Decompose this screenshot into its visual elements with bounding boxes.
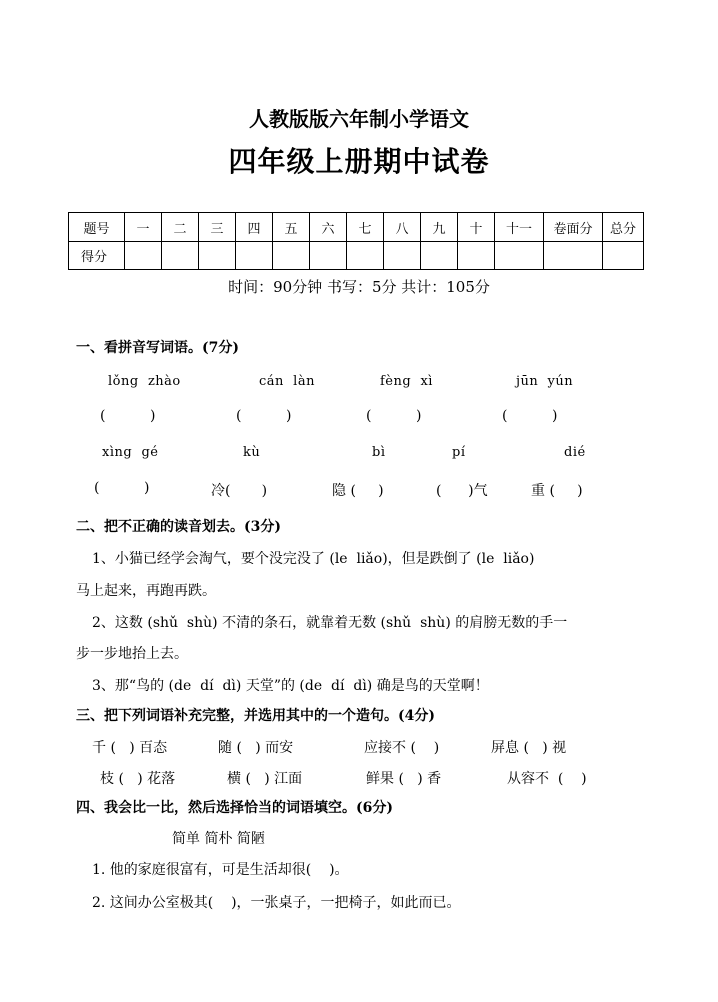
exam-meta: 时间：90分钟 书写：5分 共计：105分: [228, 278, 490, 296]
score-input-cell[interactable]: [310, 242, 347, 270]
cell-q2: 二: [162, 213, 199, 242]
answer-blank[interactable]: ( ): [366, 408, 422, 424]
word-choices: 简单 简朴 简陋: [172, 831, 265, 847]
pinyin-item: kù: [243, 445, 261, 460]
score-input-cell[interactable]: [458, 242, 495, 270]
answer-blank[interactable]: 隐 ( ): [332, 483, 384, 499]
cell-q9: 九: [421, 213, 458, 242]
score-input-cell[interactable]: [273, 242, 310, 270]
score-input-cell[interactable]: [347, 242, 384, 270]
section2-heading: 二、把不正确的读音划去。(3分): [76, 519, 281, 535]
score-table: [68, 212, 644, 270]
idiom-item[interactable]: 从容不 ( ): [507, 771, 587, 787]
score-input-cell[interactable]: [384, 242, 421, 270]
score-input-cell[interactable]: [603, 242, 644, 270]
pinyin-item: jūn yún: [516, 374, 574, 389]
score-input-cell[interactable]: [162, 242, 199, 270]
idiom-item[interactable]: 屏息 ( ) 视: [491, 740, 567, 756]
idiom-item[interactable]: 枝 ( ) 花落: [100, 771, 176, 787]
fill-question[interactable]: 2. 这间办公室极其( )，一张桌子，一把椅子，如此而已。: [92, 895, 461, 911]
cell-q11: 十一: [495, 213, 544, 242]
cell-q10: 十: [458, 213, 495, 242]
pinyin-item: dié: [564, 445, 586, 460]
answer-blank[interactable]: 重 ( ): [531, 483, 583, 499]
idiom-item[interactable]: 随 ( ) 而安: [218, 740, 294, 756]
idiom-item[interactable]: 千 ( ) 百态: [92, 740, 168, 756]
question-line: 1、小猫已经学会淘气，要个没完没了 (le liǎo)，但是跌倒了 (le liǎo): [92, 551, 535, 567]
section1-heading: 一、看拼音写词语。(7分): [76, 340, 239, 356]
pinyin-item: lǒng zhào: [108, 374, 181, 389]
answer-blank[interactable]: ( ): [236, 408, 292, 424]
idiom-item[interactable]: 鲜果 ( ) 香: [366, 771, 442, 787]
score-input-cell[interactable]: [421, 242, 458, 270]
section3-heading: 三、把下列词语补充完整，并选用其中的一个造句。(4分): [76, 708, 435, 724]
answer-blank[interactable]: 冷( ): [211, 483, 268, 499]
answer-blank[interactable]: ( ): [502, 408, 558, 424]
pinyin-item: cán làn: [259, 374, 315, 389]
pinyin-item: xìng gé: [102, 445, 159, 460]
cell-juanmianfen: 卷面分: [544, 213, 603, 242]
section4-heading: 四、我会比一比，然后选择恰当的词语填空。(6分): [76, 800, 393, 816]
idiom-item[interactable]: 横 ( ) 江面: [227, 771, 303, 787]
cell-zongfen: 总分: [603, 213, 644, 242]
cell-q4: 四: [236, 213, 273, 242]
idiom-item[interactable]: 应接不 ( ): [364, 740, 440, 756]
cell-q8: 八: [384, 213, 421, 242]
exam-title: 四年级上册期中试卷: [228, 145, 490, 178]
score-input-cell[interactable]: [236, 242, 273, 270]
score-input-cell[interactable]: [199, 242, 236, 270]
pinyin-item: bì: [372, 445, 386, 460]
score-input-cell[interactable]: [495, 242, 544, 270]
score-input-cell[interactable]: [125, 242, 162, 270]
pinyin-item: fèng xì: [380, 374, 433, 389]
cell-q7: 七: [347, 213, 384, 242]
cell-tihao: 题号: [69, 213, 125, 242]
question-line: 2、这数 (shǔ shù) 不清的条石，就靠着无数 (shǔ shù) 的肩膀无数的手一: [92, 615, 568, 631]
cell-q6: 六: [310, 213, 347, 242]
question-line: 步一步地抬上去。: [76, 646, 188, 662]
answer-blank[interactable]: ( ): [100, 408, 156, 424]
cell-q3: 三: [199, 213, 236, 242]
question-line: 3、那“鸟的 (de dí dì) 天堂”的 (de dí dì) 确是鸟的天堂啊！: [92, 678, 489, 694]
answer-blank[interactable]: ( )气: [436, 483, 488, 499]
score-table-header-row: [69, 213, 644, 242]
cell-defen: 得分: [69, 242, 125, 270]
cell-q5: 五: [273, 213, 310, 242]
score-table-score-row: [69, 242, 644, 270]
answer-blank[interactable]: ( ): [94, 480, 150, 496]
score-input-cell[interactable]: [544, 242, 603, 270]
fill-question[interactable]: 1. 他的家庭很富有，可是生活却很( )。: [92, 862, 349, 878]
cell-q1: 一: [125, 213, 162, 242]
question-line: 马上起来，再跑再跌。: [76, 583, 216, 599]
pinyin-item: pí: [452, 445, 466, 460]
exam-subtitle: 人教版版六年制小学语文: [249, 107, 469, 131]
